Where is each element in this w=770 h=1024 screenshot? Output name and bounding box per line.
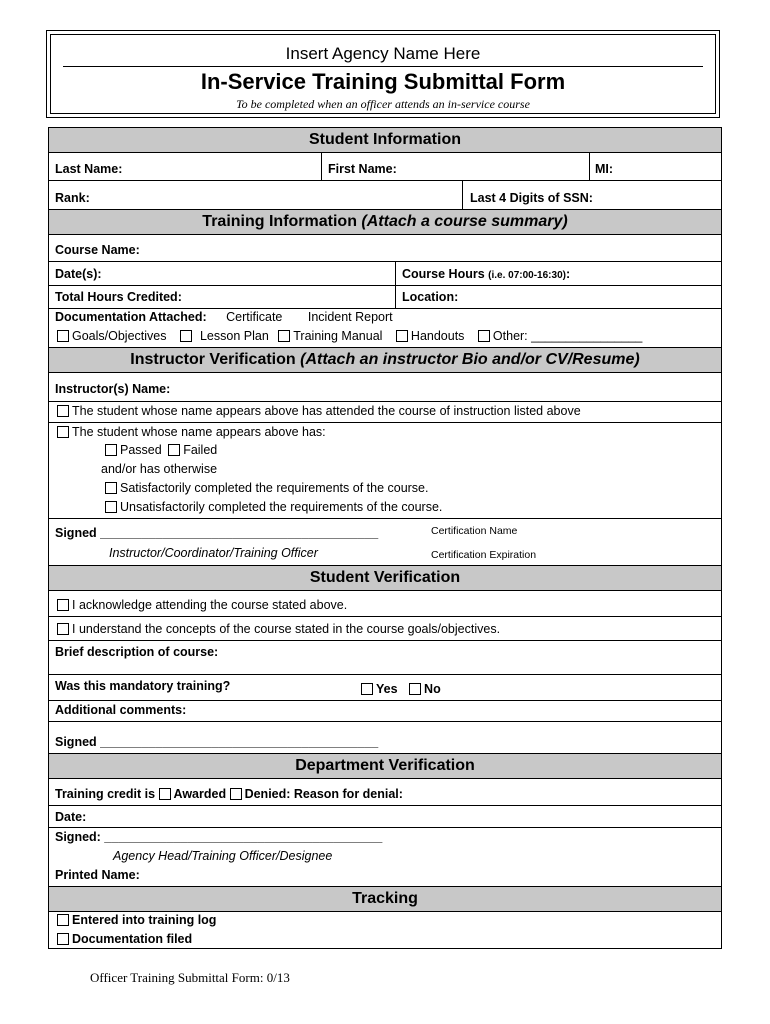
awarded-checkbox[interactable] xyxy=(159,788,171,800)
log-row xyxy=(57,913,216,928)
instructor-heading: Instructor Verification xyxy=(130,351,301,368)
department-signature: Signed: ________________________________________ xyxy=(55,830,383,844)
ssn-label: Last 4 Digits of SSN: xyxy=(470,191,593,205)
certification-expiration-label: Certification Expiration xyxy=(431,549,537,561)
dates-label: Date(s): xyxy=(55,267,102,281)
log-label: Entered into training log xyxy=(72,913,217,927)
has-text: The student whose name appears above has: xyxy=(72,425,326,439)
instructor-heading-note: (Attach an instructor Bio and/or CV/Resume) xyxy=(300,351,640,368)
acknowledge-row xyxy=(57,598,347,613)
date-label: Date: xyxy=(55,810,87,824)
handouts-label: Handouts xyxy=(410,329,465,343)
certification-name-label: Certification Name xyxy=(431,525,518,537)
other-checkbox[interactable] xyxy=(478,330,490,342)
failed-label: Failed xyxy=(183,443,218,457)
filed-row xyxy=(57,932,192,947)
incident-report-label: Incident Report xyxy=(307,310,393,324)
agency-underline xyxy=(63,66,703,67)
student-signature: Signed ________________________________________ xyxy=(55,735,379,749)
training-manual-checkbox[interactable] xyxy=(278,330,290,342)
instructor-names-label: Instructor(s) Name: xyxy=(55,382,171,396)
section-tracking: Tracking xyxy=(49,886,721,912)
divider xyxy=(462,180,463,209)
row-line xyxy=(49,308,721,309)
goals-label: Goals/Objectives xyxy=(72,329,167,343)
section-student-verification: Student Verification xyxy=(49,565,721,591)
first-name-label: First Name: xyxy=(328,162,397,176)
handouts-checkbox[interactable] xyxy=(396,330,408,342)
department-role: Agency Head/Training Officer/Designee xyxy=(113,849,333,863)
otherwise-text: and/or has otherwise xyxy=(101,462,218,476)
filed-label: Documentation filed xyxy=(72,932,193,946)
form-header xyxy=(46,30,720,118)
form-body xyxy=(48,127,722,949)
satisfactory-text: Satisfactorily completed the requirements of the course. xyxy=(120,481,429,495)
total-hours-label: Total Hours Credited: xyxy=(55,290,182,304)
course-hours-label xyxy=(402,267,570,283)
acknowledge-checkbox[interactable] xyxy=(57,599,69,611)
yes-checkbox[interactable] xyxy=(361,683,373,695)
mandatory-label: Was this mandatory training? xyxy=(55,679,231,693)
row-line xyxy=(49,616,721,617)
passed-checkbox[interactable] xyxy=(105,444,117,456)
unsatisfactory-checkbox[interactable] xyxy=(105,501,117,513)
section-instructor-verification xyxy=(49,347,721,373)
row-line xyxy=(49,674,721,675)
unsatisfactory-row xyxy=(105,500,442,515)
attended-text: The student whose name appears above has attended the course of instruction listed above xyxy=(72,404,581,418)
pass-fail-row xyxy=(105,443,217,458)
satisfactory-row xyxy=(105,481,428,496)
course-hours-text: Course Hours xyxy=(402,267,489,281)
training-heading: Training Information xyxy=(202,213,362,230)
goals-checkbox[interactable] xyxy=(57,330,69,342)
no-checkbox[interactable] xyxy=(409,683,421,695)
course-hours-note: (i.e. 07:00-16:30) xyxy=(488,270,566,281)
comments-label: Additional comments: xyxy=(55,703,187,717)
documentation-row xyxy=(55,310,393,325)
section-student-information: Student Information xyxy=(49,128,721,153)
section-department-verification: Department Verification xyxy=(49,753,721,779)
attended-checkbox[interactable] xyxy=(57,405,69,417)
section-training-information xyxy=(49,209,721,235)
divider xyxy=(321,153,322,180)
training-heading-note: (Attach a course summary) xyxy=(361,213,568,230)
divider xyxy=(589,153,590,180)
has-checkbox[interactable] xyxy=(57,426,69,438)
page-footer: Officer Training Submittal Form: 0/13 xyxy=(90,970,290,985)
denied-label: Denied: Reason for denial: xyxy=(244,787,403,801)
understand-checkbox[interactable] xyxy=(57,623,69,635)
rank-label: Rank: xyxy=(55,191,90,205)
row-line xyxy=(49,180,721,181)
form-title: In-Service Training Submittal Form xyxy=(200,69,566,94)
credit-row xyxy=(55,787,403,802)
understand-row xyxy=(57,622,500,637)
row-line xyxy=(49,827,721,828)
mandatory-options xyxy=(361,682,441,697)
credit-label: Training credit is xyxy=(55,787,156,801)
understand-text: I understand the concepts of the course stated in the course goals/objectives. xyxy=(72,622,501,636)
certificate-label: Certificate xyxy=(226,310,283,324)
row-line xyxy=(49,700,721,701)
row-line xyxy=(49,422,721,423)
row-line xyxy=(49,721,721,722)
row-line xyxy=(49,401,721,402)
filed-checkbox[interactable] xyxy=(57,933,69,945)
row-line xyxy=(49,261,721,262)
lesson-plan-checkbox[interactable] xyxy=(180,330,192,342)
row-line xyxy=(49,640,721,641)
log-checkbox[interactable] xyxy=(57,914,69,926)
unsatisfactory-text: Unsatisfactorily completed the requirements of the course. xyxy=(120,500,443,514)
description-label: Brief description of course: xyxy=(55,645,219,659)
instructor-role: Instructor/Coordinator/Training Officer xyxy=(109,546,318,560)
row-line xyxy=(49,805,721,806)
form-subtitle: To be completed when an officer attends an in-service course xyxy=(236,97,530,111)
location-label: Location: xyxy=(402,290,459,304)
awarded-label: Awarded xyxy=(173,787,227,801)
other-label: Other: ________________ xyxy=(492,329,643,343)
row-line xyxy=(49,285,721,286)
agency-name: Insert Agency Name Here xyxy=(285,44,481,63)
acknowledge-text: I acknowledge attending the course stated above. xyxy=(72,598,348,612)
last-name-label: Last Name: xyxy=(55,162,123,176)
no-label: No xyxy=(424,682,441,696)
passed-label: Passed xyxy=(120,443,162,457)
printed-name-label: Printed Name: xyxy=(55,868,140,882)
has-row xyxy=(57,425,326,440)
course-hours-colon: : xyxy=(565,267,571,281)
row-line xyxy=(49,518,721,519)
yes-label: Yes xyxy=(376,682,398,696)
denied-checkbox[interactable] xyxy=(230,788,242,800)
documentation-label: Documentation Attached: xyxy=(55,310,207,324)
satisfactory-checkbox[interactable] xyxy=(105,482,117,494)
training-manual-label: Training Manual xyxy=(293,329,383,343)
mi-label: MI: xyxy=(595,162,614,176)
instructor-signature: Signed ________________________________________ xyxy=(55,526,379,540)
documentation-options xyxy=(57,329,642,344)
failed-checkbox[interactable] xyxy=(168,444,180,456)
course-name-label: Course Name: xyxy=(55,243,140,257)
lesson-plan-label: Lesson Plan xyxy=(199,329,269,343)
header-inner-border xyxy=(50,34,716,114)
attended-row xyxy=(57,404,581,419)
